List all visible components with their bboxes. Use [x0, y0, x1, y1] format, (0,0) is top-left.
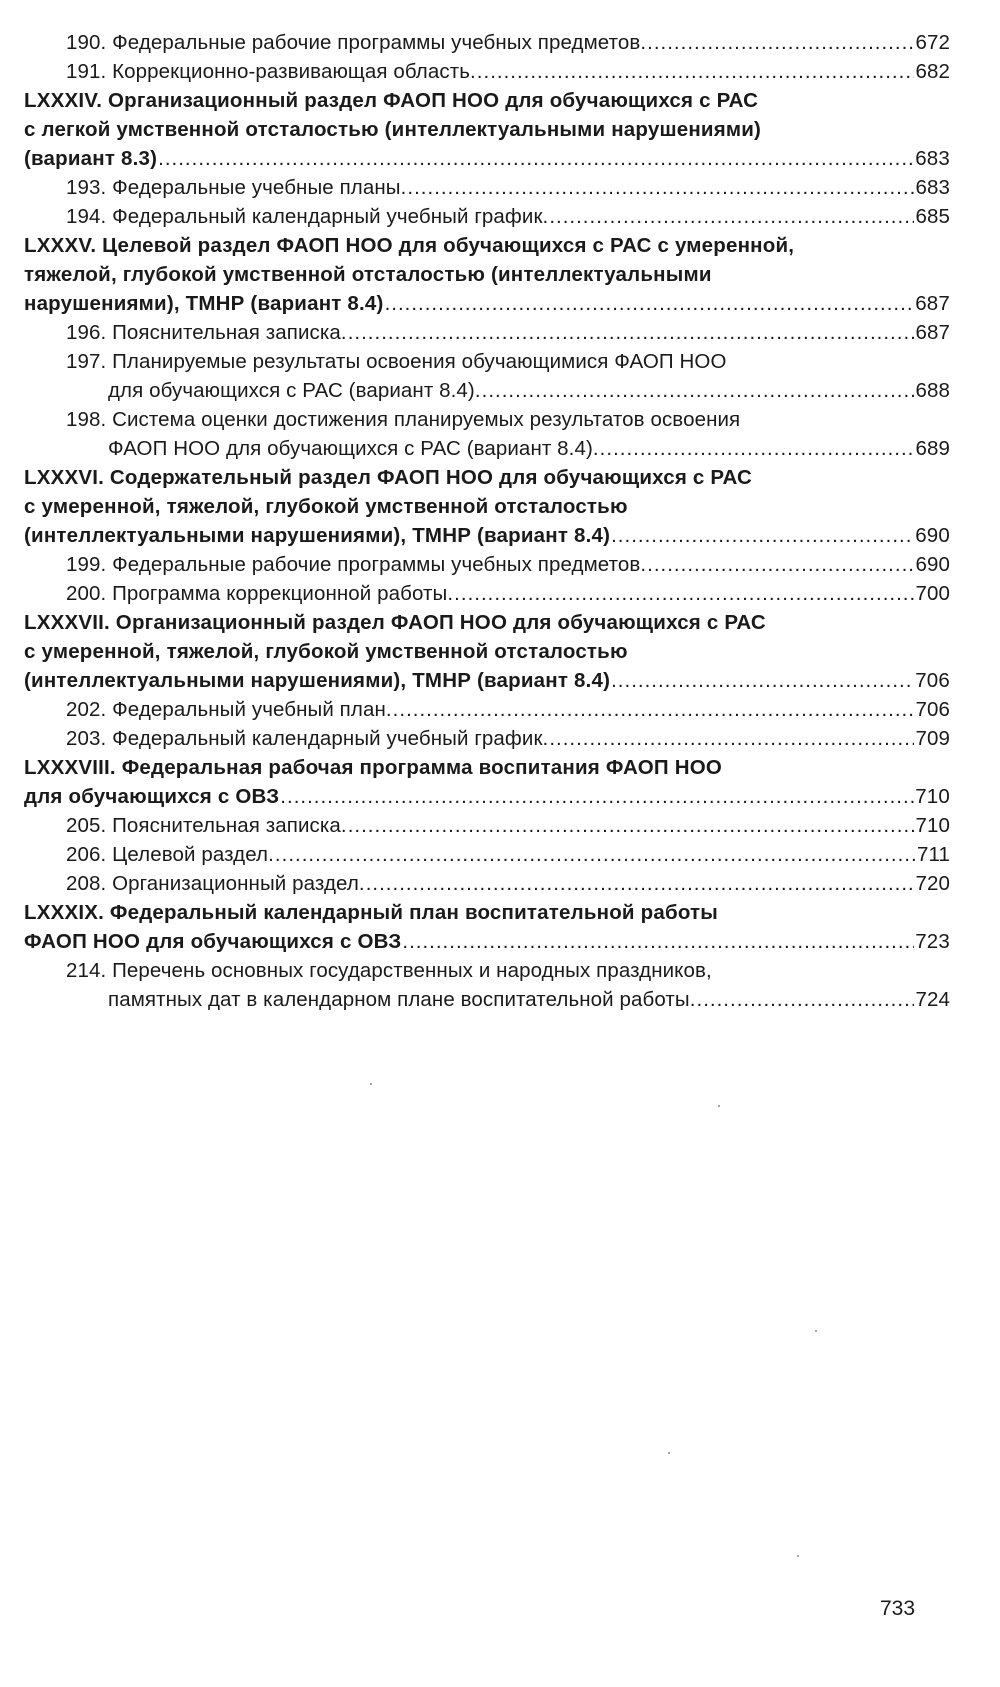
toc-entry-leader-line	[66, 985, 950, 1014]
toc-entry-title-line: для обучающихся с ОВЗ	[24, 785, 280, 808]
dot-leader	[647, 28, 914, 57]
toc-entry-leader-line	[66, 840, 950, 869]
toc-entry-leader-line	[24, 289, 950, 318]
scan-speck	[815, 1330, 817, 1332]
toc-section-entry	[24, 608, 950, 695]
toc-page-number: 700	[915, 582, 950, 605]
toc-entry-title-line: с умеренной, тяжелой, глубокой умственной отсталостью	[24, 495, 628, 518]
scan-speck	[718, 1105, 720, 1107]
toc-page-number: 688	[915, 379, 950, 402]
toc-entry-leader-line	[66, 202, 950, 231]
toc-entry-title-line: 190. Федеральные рабочие программы учебных предметов.	[66, 31, 647, 54]
toc-page-number: 710	[915, 814, 950, 837]
table-of-contents	[24, 28, 950, 1014]
toc-subsection-entry	[24, 28, 950, 57]
dot-leader	[280, 782, 914, 811]
toc-entry-leader-line	[24, 521, 950, 550]
toc-entry-leader-line	[66, 376, 950, 405]
toc-subsection-entry	[24, 550, 950, 579]
toc-entry-title-line: 208. Организационный раздел.	[66, 872, 365, 895]
toc-page-number: 710	[915, 785, 950, 808]
dot-leader	[402, 927, 914, 956]
dot-leader	[385, 289, 915, 318]
toc-page-number: 690	[915, 553, 950, 576]
toc-entry-title-line: (интеллектуальными нарушениями), ТМНР (вариант 8.4)	[24, 524, 611, 547]
toc-entry-leader-line	[66, 579, 950, 608]
toc-entry-title-line: LXXXIX. Федеральный календарный план воспитательной работы	[24, 901, 718, 924]
dot-leader	[697, 985, 915, 1014]
toc-entry-leader-line	[66, 724, 950, 753]
toc-page-number: 672	[915, 31, 950, 54]
dot-leader	[348, 811, 915, 840]
toc-entry-leader-line	[66, 434, 950, 463]
toc-entry-title-line: 193. Федеральные учебные планы.	[66, 176, 407, 199]
toc-entry-title-line: тяжелой, глубокой умственной отсталостью (интеллектуальными	[24, 263, 712, 286]
toc-page-number: 687	[915, 292, 950, 315]
toc-subsection-entry	[24, 347, 950, 405]
toc-entry-leader-line	[66, 695, 950, 724]
dot-leader	[348, 318, 915, 347]
toc-subsection-entry	[24, 811, 950, 840]
toc-subsection-entry	[24, 869, 950, 898]
toc-entry-title-line: 196. Пояснительная записка.	[66, 321, 347, 344]
toc-entry-title-line: 197. Планируемые результаты освоения обучающимися ФАОП НОО	[66, 350, 727, 373]
dot-leader	[407, 173, 914, 202]
dot-leader	[477, 57, 915, 86]
toc-entry-leader-line	[66, 869, 950, 898]
dot-leader	[549, 724, 914, 753]
dot-leader	[600, 434, 915, 463]
dot-leader	[482, 376, 915, 405]
dot-leader	[611, 666, 914, 695]
toc-entry-title-line: (интеллектуальными нарушениями), ТМНР (вариант 8.4)	[24, 669, 611, 692]
toc-entry-title-line: 200. Программа коррекционной работы.	[66, 582, 454, 605]
toc-page-number: 690	[915, 524, 950, 547]
toc-page-number: 724	[915, 988, 950, 1011]
toc-entry-title-line: ФАОП НОО для обучающихся с ОВЗ	[24, 930, 402, 953]
toc-subsection-entry	[24, 724, 950, 753]
toc-page-number: 683	[915, 176, 950, 199]
toc-entry-title-line: 203. Федеральный календарный учебный график.	[66, 727, 549, 750]
toc-entry-title-line: LXXXV. Целевой раздел ФАОП НОО для обучающихся с РАС с умеренной,	[24, 234, 795, 257]
toc-page-number: 706	[915, 698, 950, 721]
toc-section-entry	[24, 463, 950, 550]
toc-entry-title-line: памятных дат в календарном плане воспитательной работы.	[108, 988, 696, 1011]
toc-entry-title-line: с умеренной, тяжелой, глубокой умственной отсталостью	[24, 640, 628, 663]
toc-entry-leader-line	[66, 550, 950, 579]
toc-entry-leader-line	[66, 811, 950, 840]
dot-leader	[275, 840, 916, 869]
page-number: 733	[880, 1597, 916, 1620]
toc-page-number: 683	[915, 147, 950, 170]
toc-subsection-entry	[24, 318, 950, 347]
toc-entry-leader-line	[24, 666, 950, 695]
toc-subsection-entry	[24, 695, 950, 724]
toc-section-entry	[24, 86, 950, 173]
toc-entry-title-line: 214. Перечень основных государственных и народных праздников,	[66, 959, 712, 982]
toc-page-number: 689	[915, 437, 950, 460]
toc-page-number: 685	[915, 205, 950, 228]
toc-subsection-entry	[24, 202, 950, 231]
toc-entry-leader-line	[24, 782, 950, 811]
toc-page-number: 720	[915, 872, 950, 895]
toc-subsection-entry	[24, 405, 950, 463]
toc-section-entry	[24, 898, 950, 956]
scan-speck	[797, 1555, 799, 1557]
toc-entry-title-line: LXXXVII. Организационный раздел ФАОП НОО для обучающихся с РАС	[24, 611, 766, 634]
toc-page-number: 711	[917, 843, 950, 866]
toc-entry-title-line: 206. Целевой раздел.	[66, 843, 274, 866]
toc-section-entry	[24, 753, 950, 811]
toc-entry-title-line: 202. Федеральный учебный план.	[66, 698, 392, 721]
toc-entry-leader-line	[24, 144, 950, 173]
dot-leader	[158, 144, 914, 173]
toc-page-number: 682	[915, 60, 950, 83]
toc-entry-title-line: для обучающихся с РАС (вариант 8.4).	[108, 379, 481, 402]
dot-leader	[549, 202, 914, 231]
toc-page-number: 709	[915, 727, 950, 750]
dot-leader	[454, 579, 914, 608]
dot-leader	[393, 695, 915, 724]
toc-section-entry	[24, 231, 950, 318]
toc-page-number: 723	[915, 930, 950, 953]
toc-entry-title-line: (вариант 8.3)	[24, 147, 158, 170]
toc-subsection-entry	[24, 956, 950, 1014]
toc-entry-title-line: 198. Система оценки достижения планируемых результатов освоения	[66, 408, 741, 431]
toc-entry-title-line: LXXXVIII. Федеральная рабочая программа воспитания ФАОП НОО	[24, 756, 723, 779]
scan-speck	[668, 1452, 670, 1454]
toc-subsection-entry	[24, 173, 950, 202]
toc-entry-title-line: LXXXIV. Организационный раздел ФАОП НОО для обучающихся с РАС	[24, 89, 759, 112]
toc-entry-leader-line	[66, 173, 950, 202]
toc-page-number: 687	[915, 321, 950, 344]
toc-entry-title-line: 191. Коррекционно-развивающая область.	[66, 60, 476, 83]
scan-speck	[370, 1083, 372, 1085]
toc-page-number: 706	[915, 669, 950, 692]
dot-leader	[611, 521, 914, 550]
toc-entry-title-line: ФАОП НОО для обучающихся с РАС (вариант 8.4).	[108, 437, 599, 460]
toc-entry-title-line: 205. Пояснительная записка.	[66, 814, 347, 837]
dot-leader	[647, 550, 914, 579]
toc-subsection-entry	[24, 57, 950, 86]
toc-subsection-entry	[24, 840, 950, 869]
toc-entry-leader-line	[66, 28, 950, 57]
dot-leader	[366, 869, 915, 898]
toc-entry-leader-line	[66, 318, 950, 347]
toc-subsection-entry	[24, 579, 950, 608]
toc-entry-title-line: с легкой умственной отсталостью (интеллектуальными нарушениями)	[24, 118, 762, 141]
toc-entry-leader-line	[24, 927, 950, 956]
toc-entry-title-line: нарушениями), ТМНР (вариант 8.4)	[24, 292, 384, 315]
toc-entry-title-line: LXXXVI. Содержательный раздел ФАОП НОО для обучающихся с РАС	[24, 466, 752, 489]
toc-entry-title-line: 199. Федеральные рабочие программы учебных предметов.	[66, 553, 647, 576]
toc-entry-leader-line	[66, 57, 950, 86]
toc-entry-title-line: 194. Федеральный календарный учебный график.	[66, 205, 549, 228]
